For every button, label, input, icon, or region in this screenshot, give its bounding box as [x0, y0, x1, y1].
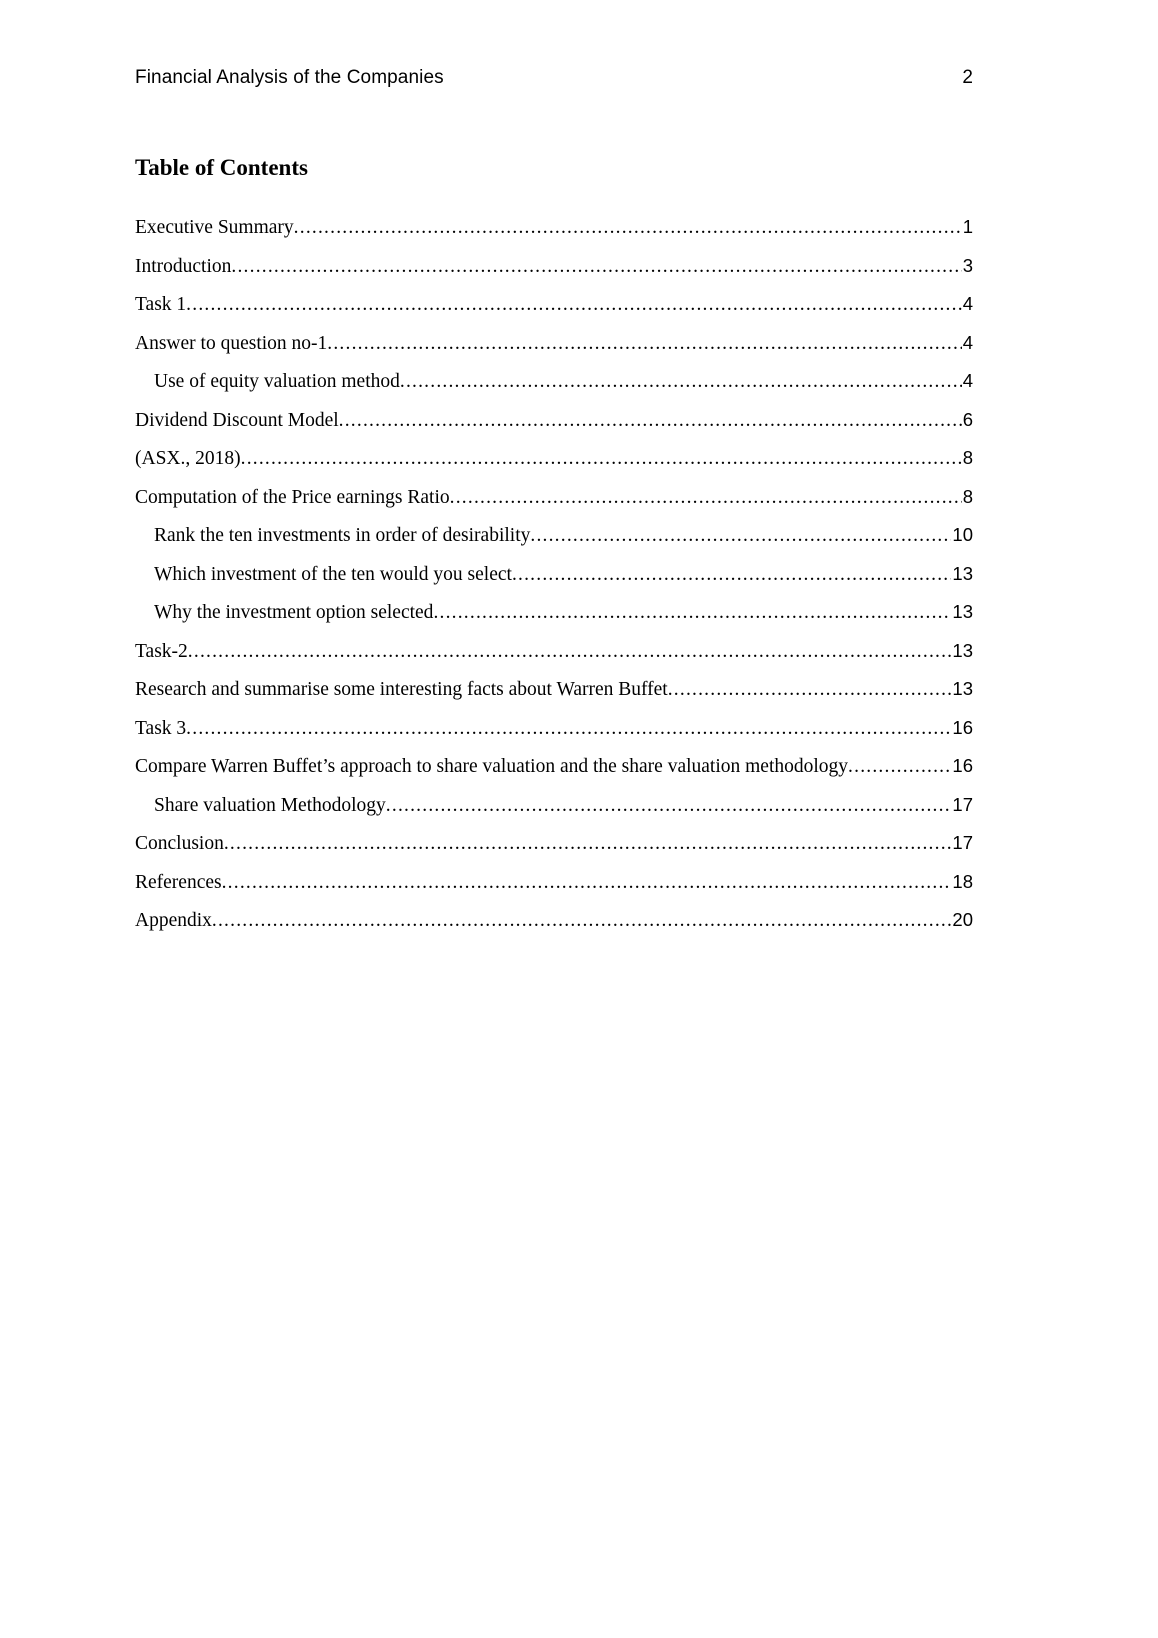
toc-entry[interactable] — [135, 332, 973, 371]
toc-leader-dots — [186, 718, 951, 740]
toc-list — [135, 216, 973, 948]
toc-entry[interactable] — [135, 832, 973, 871]
toc-entry[interactable] — [135, 409, 973, 448]
toc-entry[interactable] — [135, 871, 973, 910]
toc-entry-page: 4 — [962, 293, 973, 314]
toc-entry[interactable] — [135, 601, 973, 640]
toc-entry[interactable] — [135, 216, 973, 255]
toc-entry-label: Appendix — [135, 910, 212, 931]
toc-leader-dots — [530, 525, 951, 547]
toc-entry-page: 13 — [952, 562, 973, 584]
toc-entry-page: 13 — [952, 678, 973, 699]
toc-entry[interactable] — [135, 563, 973, 602]
toc-leader-dots — [400, 371, 962, 393]
toc-entry-page: 16 — [952, 755, 973, 776]
toc-entry[interactable] — [135, 486, 973, 525]
toc-entry[interactable] — [135, 678, 973, 717]
toc-entry[interactable] — [135, 755, 973, 794]
toc-entry[interactable] — [135, 293, 973, 332]
toc-leader-dots — [512, 564, 951, 586]
toc-heading: Table of Contents — [135, 155, 308, 180]
toc-entry-label: Answer to question no-1 — [135, 332, 328, 354]
toc-entry-label: Why the investment option selected — [154, 602, 434, 623]
toc-leader-dots — [327, 333, 961, 355]
toc-entry-label: (ASX., 2018) — [135, 448, 241, 469]
toc-leader-dots — [433, 602, 951, 624]
toc-entry[interactable] — [135, 640, 973, 679]
toc-entry-label: Dividend Discount Model — [135, 409, 339, 431]
document-header — [135, 66, 973, 90]
toc-leader-dots — [848, 756, 951, 778]
toc-leader-dots — [294, 217, 962, 239]
toc-entry-page: 1 — [962, 216, 973, 237]
toc-entry-label: Research and summarise some interesting facts about Warren Buffet — [135, 679, 668, 700]
toc-entry-page: 18 — [952, 870, 973, 892]
toc-entry-page: 8 — [962, 447, 973, 468]
toc-entry[interactable] — [135, 524, 973, 563]
toc-entry-label: Compare Warren Buffet’s approach to share valuation and the share valuation methodology — [135, 756, 849, 777]
toc-leader-dots — [222, 872, 952, 894]
toc-entry-label: Conclusion — [135, 833, 224, 854]
toc-leader-dots — [339, 410, 962, 432]
toc-leader-dots — [212, 910, 952, 932]
toc-entry-page: 13 — [952, 601, 973, 622]
header-page-number: 2 — [962, 67, 973, 88]
toc-leader-dots — [386, 795, 952, 817]
toc-entry[interactable] — [135, 447, 973, 486]
toc-leader-dots — [668, 679, 952, 701]
toc-entry[interactable] — [135, 370, 973, 409]
header-title: Financial Analysis of the Companies — [135, 67, 444, 88]
toc-entry-label: Executive Summary — [135, 217, 294, 238]
toc-leader-dots — [450, 487, 962, 509]
toc-entry[interactable] — [135, 717, 973, 756]
toc-entry-page: 20 — [952, 909, 973, 930]
toc-entry-page: 17 — [952, 793, 973, 815]
toc-leader-dots — [241, 448, 962, 470]
toc-entry-label: Which investment of the ten would you select — [154, 563, 512, 585]
toc-entry-page: 17 — [952, 832, 973, 853]
toc-entry-page: 6 — [962, 408, 973, 430]
toc-entry-label: Share valuation Methodology — [154, 794, 386, 816]
toc-entry-label: Computation of the Price earnings Ratio — [135, 486, 450, 508]
toc-entry-label: Introduction — [135, 255, 232, 277]
toc-leader-dots — [188, 641, 952, 663]
toc-entry-page: 3 — [962, 254, 973, 276]
toc-entry-label: Task 3 — [135, 717, 187, 739]
toc-entry[interactable] — [135, 909, 973, 948]
toc-entry[interactable] — [135, 255, 973, 294]
toc-entry-label: Rank the ten investments in order of desirability — [154, 525, 531, 546]
toc-leader-dots — [231, 256, 961, 278]
toc-entry-page: 8 — [962, 485, 973, 507]
toc-leader-dots — [186, 294, 962, 316]
toc-leader-dots — [224, 833, 952, 855]
toc-entry-label: Task-2 — [135, 640, 188, 662]
toc-entry-page: 10 — [952, 524, 973, 545]
toc-entry-page: 13 — [952, 639, 973, 661]
toc-entry[interactable] — [135, 794, 973, 833]
toc-entry-page: 4 — [962, 331, 973, 353]
toc-entry-page: 16 — [952, 716, 973, 738]
toc-entry-label: Task 1 — [135, 294, 187, 315]
toc-entry-label: References — [135, 871, 222, 893]
toc-entry-page: 4 — [962, 370, 973, 391]
toc-entry-label: Use of equity valuation method — [154, 371, 400, 392]
